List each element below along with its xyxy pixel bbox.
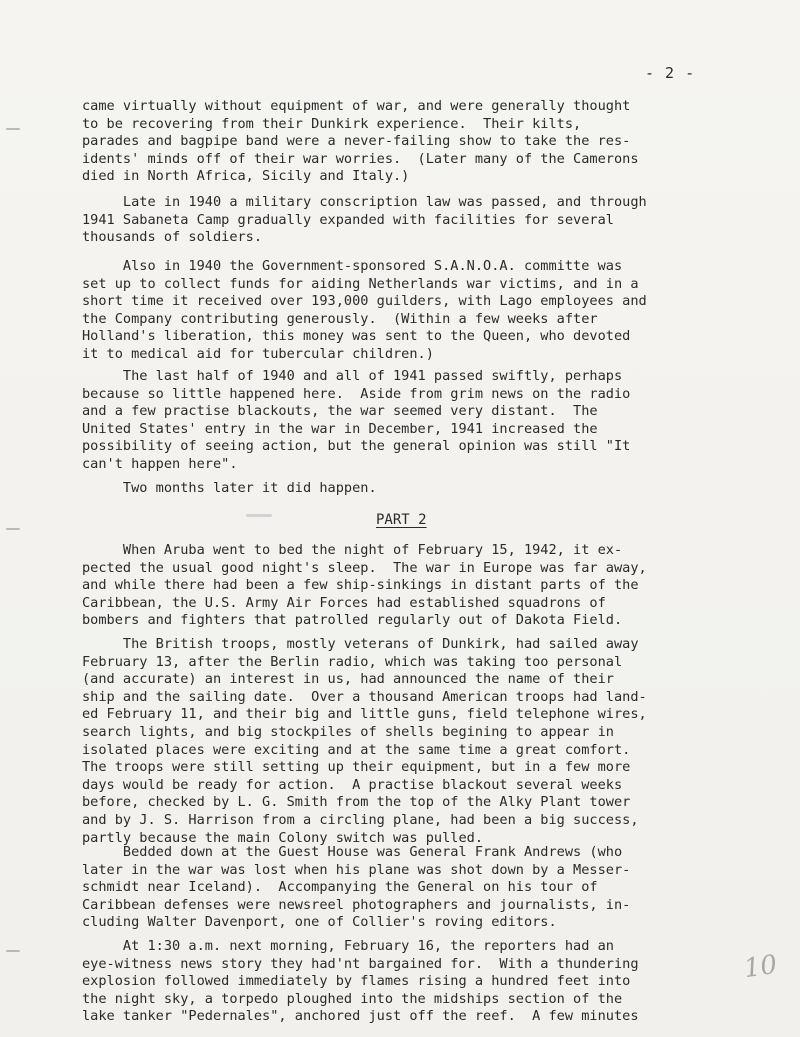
paragraph-aruba-night: When Aruba went to bed the night of February 15, 1942, it ex- pected the usual good night's sleep. The war in Europe was far away, and while there had been a few ship-sinkings in distant parts of the Caribbean, the U.S. Army Air Forces had established squadrons of bombers and fighters that patrolled regularly out of Dakota Field.	[82, 542, 647, 629]
section-heading: PART 2	[376, 512, 427, 528]
paragraph-general-andrews: Bedded down at the Guest House was General Frank Andrews (who later in the war was lost when his plane was shot down by a Messer- schmidt near Iceland). Accompanying the General on his tour of Caribbean defenses were newsreel photographers and journalists, in- cluding Walter Davenport, one of Collier's roving editors.	[82, 844, 631, 931]
scan-mark	[6, 528, 20, 530]
handwritten-margin-note: 10	[742, 949, 780, 985]
paragraph-1941: The last half of 1940 and all of 1941 passed swiftly, perhaps because so little happened here. Aside from grim news on the radio and a few practise blackouts, the war seemed very distant. The United States' entry in the war in December, 1941 increased the possibility of seeing action, but the general opinion was still "It can't happen here".	[82, 368, 631, 472]
paragraph-sanoa: Also in 1940 the Government-sponsored S.A.N.O.A. committe was set up to collect funds for aiding Netherlands war victims, and in a short time it received over 193,000 guilders, with Lago employees and the Company contributing generously. (Within a few weeks after Holland's liberation, this money was sent to the Queen, who devoted it to medical aid for tubercular children.)	[82, 258, 647, 362]
paragraph-camerons: came virtually without equipment of war, and were generally thought to be recovering from their Dunkirk experience. Their kilts, parades and bagpipe band were a never-failing show to take the res- idents' minds off of their war worries. (Later many of the Camerons died in North Africa, Sicily and Italy.)	[82, 98, 639, 185]
scan-mark	[6, 950, 20, 952]
paragraph-conscription: Late in 1940 a military conscription law was passed, and through 1941 Sabaneta Camp gradually expanded with facilities for several thousands of soldiers.	[82, 194, 647, 246]
scan-mark	[6, 128, 20, 130]
page-number: - 2 -	[645, 64, 696, 82]
paragraph-torpedo: At 1:30 a.m. next morning, February 16, the reporters had an eye-witness news story they had'nt bargained for. With a thundering explosion followed immediately by flames rising a hundred feet into the night sky, a torpedo ploughed into the midships section of the lake tanker "Pedernales", anchored just off the reef. A few minutes	[82, 938, 639, 1025]
scan-smudge	[246, 514, 272, 517]
paragraph-it-did-happen: Two months later it did happen.	[82, 480, 377, 496]
paragraph-british-troops: The British troops, mostly veterans of Dunkirk, had sailed away February 13, after the Berlin radio, which was taking too personal (and accurate) an interest in us, had announced the name of their ship and the sailing date. Over a thousand American troops had land- ed February 11, and their big and little guns, field telephone wires, search lights, and big stockpiles of shells begining to appear in isolated places were exciting and at the same time a great comfort. The troops were still setting up their equipment, but in a few more days would be ready for action. A practise blackout several weeks before, checked by L. G. Smith from the top of the Alky Plant tower and by J. S. Harrison from a circling plane, had been a big success, partly because the main Colony switch was pulled.	[82, 636, 647, 846]
